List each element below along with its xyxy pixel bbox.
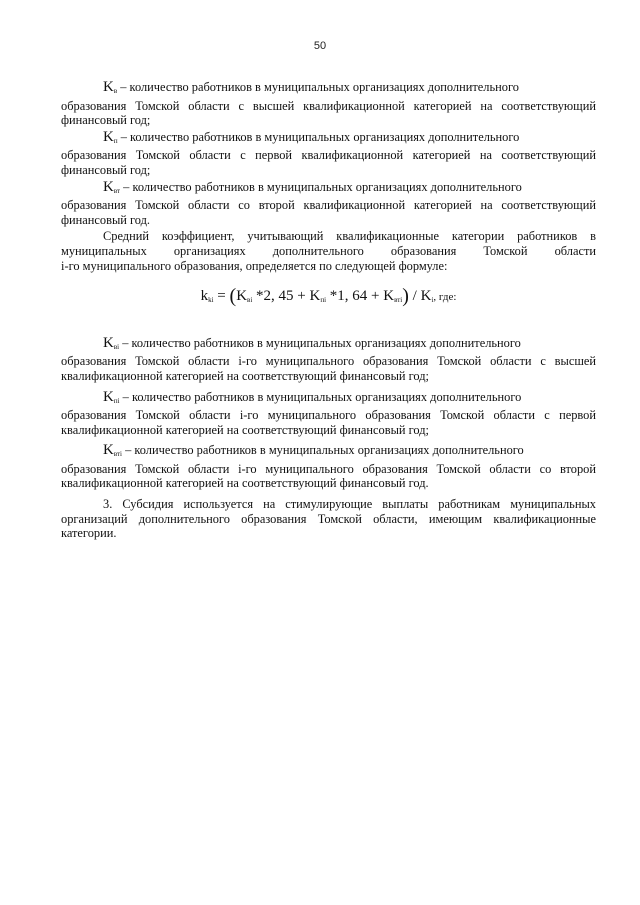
document-body xyxy=(61,80,596,541)
definition-k-p: $K_п$ – количество работников в муниципальных организациях дополнительного образования Томской области с первой квалификационной категорией на соответствующий финансовый год; xyxy=(61,128,596,177)
page-number: 50 xyxy=(313,40,327,52)
formula: $k_{ki} = (K_{вi}$ *2, $45 + K_{пi}$ *1, $64 + K_{втi}) / K_i$, где: xyxy=(200,285,457,308)
symbol-k: $K_в$ xyxy=(103,79,118,95)
paragraph-average-line1: Средний коэффициент, учитывающий квалификационные категории работников в xyxy=(103,229,596,244)
symbol-k: $K_{пi}$ xyxy=(103,388,120,405)
definition-k-v: $K_в$ – количество работников в муниципальных организациях дополнительного образования Томской области с высшей квалификационной категорией на соответствующий финансовый год; xyxy=(61,79,596,128)
symbol-k: $K_{вi}$ xyxy=(103,334,120,351)
paragraph-average-line2: муниципальных организациях дополнительного образования Томской области xyxy=(61,243,596,258)
symbol-k: $K_п$ xyxy=(103,128,118,145)
definition-k-vi: $K_{вi}$ – количество работников в муниципальных организациях дополнительного образования Томской области i-го муниципального образования Томской области с высшей квалификационной категорией на соответствующий финансовый год; xyxy=(61,334,596,383)
definition-k-pi: $K_{пi}$ – количество работников в муниципальных организациях дополнительного образования Томской области i-го муниципального образования Томской области с первой квалификационной категорией на соответствующий финансовый год; xyxy=(61,388,596,437)
symbol-k: $K_{вт}$ xyxy=(103,178,121,195)
paragraph-3: 3. Субсидия используется на стимулирующие выплаты работникам муниципальных организаций дополнительного образования Томской области, имеющим квалификационные категории. xyxy=(61,497,596,541)
definition-k-vti: $K_{втi}$ – количество работников в муниципальных организациях дополнительного образования Томской области i-го муниципального образования Томской области со второй квалификационной категорией на соответствующий финансовый год. xyxy=(61,442,596,491)
paragraph-average-line3: i-го муниципального образования, определяется по следующей формуле: xyxy=(61,258,448,273)
symbol-k: $K_{втi}$ xyxy=(103,442,122,459)
definition-k-vt: $K_{вт}$ – количество работников в муниципальных организациях дополнительного образования Томской области со второй квалификационной категорией на соответствующий финансовый год. xyxy=(61,178,596,227)
